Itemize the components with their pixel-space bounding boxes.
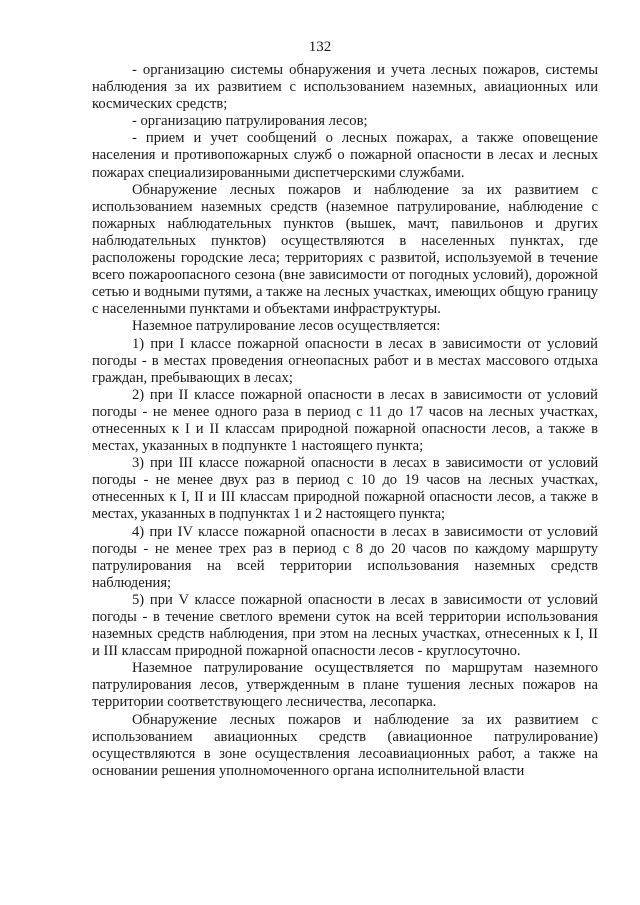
paragraph-aviation-detection: Обнаружение лесных пожаров и наблюдение за их развитием с использованием авиационных средств (авиационное патрулирование) осуществляются в зоне осуществления лесоавиационных работ, а также на основании решения уполномоченного органа исполнительной власти	[92, 711, 598, 779]
paragraph-class-5: 5) при V классе пожарной опасности в лесах в зависимости от условий погоды - в течение светлого времени суток на всей территории использования наземных средств наблюдения, при этом на лесных участках, отнесенных к I, II и III классам природной пожарной опасности лесов - круглосуточно.	[92, 591, 598, 660]
paragraph-patrol-routes: Наземное патрулирование осуществляется по маршрутам наземного патрулирования лесов, утвержденным в плане тушения лесных пожаров на территории соответствующего лесничества, лесопарка.	[92, 660, 598, 711]
page-number: 132	[308, 39, 332, 55]
paragraph-ground-patrol-intro: Наземное патрулирование лесов осуществляется:	[132, 318, 441, 335]
paragraph-ground-detection: Обнаружение лесных пожаров и наблюдение за их развитием с использованием наземных средств (наземное патрулирование, наблюдение с пожарных наблюдательных пунктов (вышек, мачт, павильонов и других наблюдательных пунктов) осуществляются в населенных пунктах, где расположены городские леса; территориях с развитой, используемой в течение всего пожароопасного сезона (вне зависимости от погодных условий), дорожной сетью и водными путями, а также на лесных участках, имеющих общую границу с населенными пунктами и объектами инфраструктуры.	[92, 181, 598, 318]
paragraph-patrol-organization: - организацию патрулирования лесов;	[132, 113, 368, 130]
paragraph-class-1: 1) при I классе пожарной опасности в лесах в зависимости от условий погоды - в местах проведения огнеопасных работ и в местах массового отдыха граждан, пребывающих в лесах;	[92, 335, 598, 386]
paragraph-fire-reports: - прием и учет сообщений о лесных пожарах, а также оповещение населения и противопожарных служб о пожарной опасности в лесах и лесных пожарах специализированными диспетчерскими службами.	[92, 130, 598, 181]
paragraph-fire-detection-organization: - организацию системы обнаружения и учета лесных пожаров, системы наблюдения за их развитием с использованием наземных, авиационных или космических средств;	[92, 62, 598, 113]
paragraph-class-3: 3) при III классе пожарной опасности в лесах в зависимости от условий погоды - не менее двух раз в период с 10 до 19 часов на лесных участках, отнесенных к I, II и III классам природной пожарной опасности лесов, а также в местах, указанных в подпунктах 1 и 2 настоящего пункта;	[92, 455, 598, 523]
paragraph-class-2: 2) при II классе пожарной опасности в лесах в зависимости от условий погоды - не менее одного раза в период с 11 до 17 часов на лесных участках, отнесенных к I и II классам природной пожарной опасности лесов, а также в местах, указанных в подпункте 1 настоящего пункта;	[92, 386, 598, 455]
document-body	[92, 62, 598, 780]
paragraph-class-4: 4) при IV классе пожарной опасности в лесах в зависимости от условий погоды - не менее трех раз в период с 8 до 20 часов по каждому маршруту патрулирования на всей территории использования наземных средств наблюдения;	[92, 523, 598, 591]
